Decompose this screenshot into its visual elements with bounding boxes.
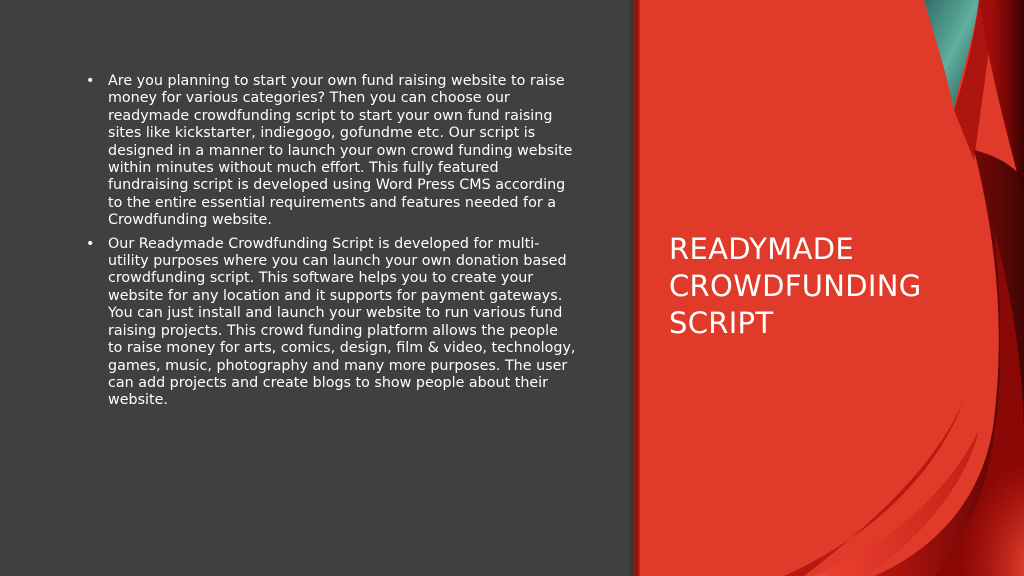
bullet-text: Are you planning to start your own fund raising website to raise money for various categories? Then you can choose our readymade crowdfunding script to start your own fund raising sites like kickstarter, indiegogo, gofundme etc. Our script is designed in a manner to launch your own crowd funding website within minutes without much effort. This fully featured fundraising script is developed using Word Press CMS according to the entire essential requirements and features needed for a Crowdfunding website. [108, 73, 573, 229]
bullet-dot: • [86, 235, 95, 252]
title-line: READYMADE [669, 232, 854, 266]
title-line: SCRIPT [669, 306, 774, 340]
title-panel [634, 0, 1024, 576]
title-line: CROWDFUNDING [669, 269, 922, 303]
bullet-dot: • [86, 73, 95, 89]
slide-title [669, 231, 1009, 342]
bullet-item [86, 73, 576, 230]
panel-divider [628, 0, 638, 576]
bullet-item [86, 236, 576, 410]
bullet-list [86, 73, 576, 416]
bullet-text: Our Readymade Crowdfunding Script is developed for multi-utility purposes where you can launch your own donation based crowdfunding script. This software helps you to create your website for any location and it supports for payment gateways. You can just install and launch your website to run various fund raising projects. This crowd funding platform allows the people to raise money for arts, comics, design, film & video, technology, games, music, photography and many more purposes. The user can add projects and create blogs to show people about their website. [108, 235, 576, 409]
